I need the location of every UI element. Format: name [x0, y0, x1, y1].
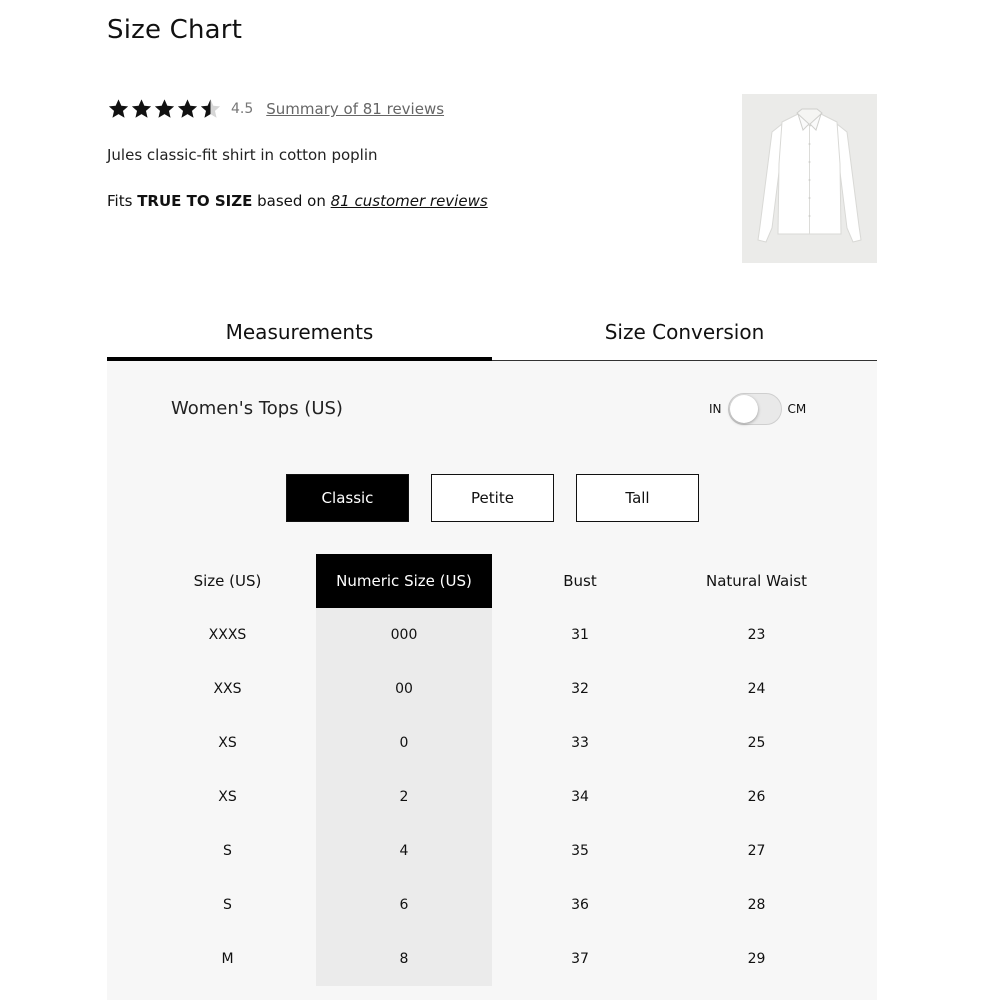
- fit-mid: based on: [257, 192, 326, 210]
- star-rating: [107, 98, 222, 120]
- cell-bust: 33: [571, 735, 589, 751]
- cell-waist: 28: [747, 897, 766, 913]
- table-row: [139, 770, 845, 824]
- unit-toggle: [709, 393, 806, 425]
- fit-summary: [107, 192, 488, 210]
- cell-numeric-size: 000: [316, 608, 492, 662]
- unit-switch[interactable]: [728, 393, 782, 425]
- switch-knob: [730, 395, 758, 423]
- reviews-summary-link[interactable]: Summary of 81 reviews: [266, 100, 445, 118]
- star-full-icon: [130, 98, 153, 120]
- rating-summary: [107, 94, 444, 124]
- cell-numeric-size: 6: [316, 878, 492, 932]
- cell-bust: 35: [571, 843, 589, 859]
- cell-size: S: [223, 897, 232, 913]
- cell-waist: 24: [747, 681, 766, 697]
- star-half-icon: [199, 98, 222, 120]
- product-name: Jules classic-fit shirt in cotton poplin: [107, 146, 378, 164]
- table-header-row: [139, 554, 845, 608]
- cell-size: XXXS: [208, 627, 247, 643]
- cell-bust: 36: [571, 897, 589, 913]
- product-image: [742, 94, 877, 263]
- table-row: [139, 932, 845, 986]
- fit-type-selector: [286, 474, 721, 522]
- page-title: Size Chart: [107, 15, 243, 45]
- cell-waist: 27: [747, 843, 766, 859]
- customer-reviews-link[interactable]: 81 customer reviews: [330, 192, 488, 210]
- cell-bust: 32: [571, 681, 589, 697]
- fit-value: TRUE TO SIZE: [137, 192, 253, 210]
- unit-label-cm: CM: [787, 402, 807, 416]
- cell-bust: 31: [571, 627, 589, 643]
- classic-button[interactable]: Classic: [286, 474, 409, 522]
- tall-button[interactable]: Tall: [576, 474, 699, 522]
- cell-numeric-size: 2: [316, 770, 492, 824]
- cell-size: S: [223, 843, 232, 859]
- white-shirt-image: [742, 94, 877, 263]
- panel-title: Women's Tops (US): [171, 398, 343, 419]
- cell-size: XXS: [213, 681, 242, 697]
- tab-size-conversion[interactable]: Size Conversion: [492, 305, 877, 361]
- table-row: [139, 878, 845, 932]
- rating-value: 4.5: [231, 101, 254, 117]
- cell-bust: 37: [571, 951, 589, 967]
- size-table: [139, 554, 845, 986]
- cell-numeric-size: 4: [316, 824, 492, 878]
- tab-measurements[interactable]: Measurements: [107, 305, 492, 361]
- fit-prefix: Fits: [107, 192, 133, 210]
- table-row: [139, 662, 845, 716]
- cell-size: M: [221, 951, 234, 967]
- measurements-panel: [107, 361, 877, 1000]
- header-numeric-size-us[interactable]: Numeric Size (US): [316, 554, 492, 608]
- table-row: [139, 824, 845, 878]
- header-natural-waist[interactable]: Natural Waist: [705, 572, 808, 590]
- table-row: [139, 608, 845, 662]
- header-size-us[interactable]: Size (US): [193, 572, 262, 590]
- cell-waist: 23: [747, 627, 766, 643]
- cell-size: XS: [218, 789, 237, 805]
- cell-bust: 34: [571, 789, 589, 805]
- cell-numeric-size: 0: [316, 716, 492, 770]
- cell-waist: 26: [747, 789, 766, 805]
- star-full-icon: [153, 98, 176, 120]
- star-full-icon: [107, 98, 130, 120]
- petite-button[interactable]: Petite: [431, 474, 554, 522]
- cell-size: XS: [218, 735, 237, 751]
- star-full-icon: [176, 98, 199, 120]
- cell-waist: 29: [747, 951, 766, 967]
- cell-numeric-size: 8: [316, 932, 492, 986]
- unit-label-in: IN: [709, 402, 722, 416]
- size-chart-tabs: [107, 305, 877, 361]
- cell-numeric-size: 00: [316, 662, 492, 716]
- header-bust[interactable]: Bust: [563, 572, 597, 590]
- cell-waist: 25: [747, 735, 766, 751]
- table-row: [139, 716, 845, 770]
